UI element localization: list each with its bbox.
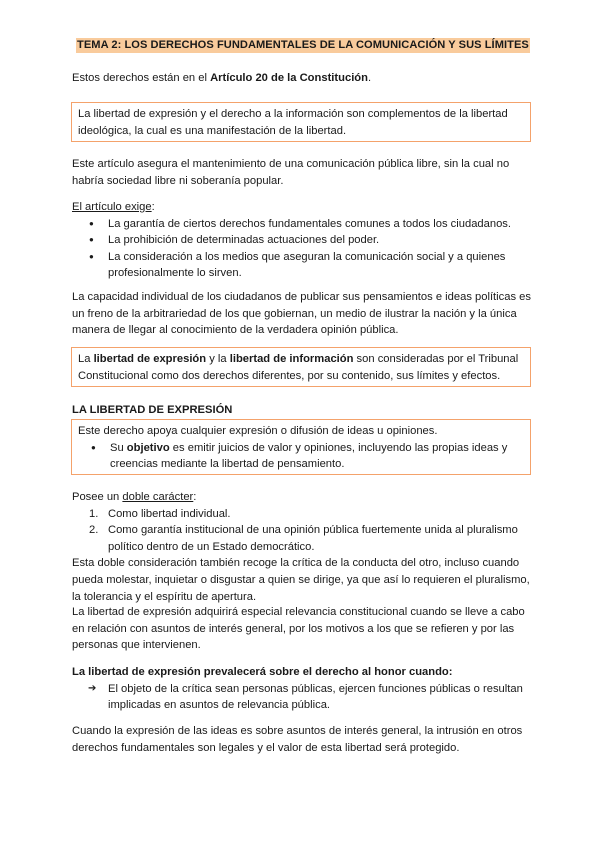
- caracter-list: [72, 506, 532, 556]
- box2-text-1: La: [78, 353, 94, 365]
- list-text: Como garantía institucional de una opinión pública fuertemente unida al pluralismo político dentro de un Estado democrático.: [108, 524, 518, 553]
- list-item: ● La garantía de ciertos derechos fundamentales comunes a todos los ciudadanos.: [72, 216, 532, 233]
- box3-item-bold: objetivo: [126, 441, 170, 454]
- box3-item-text-2: es emitir juicios de valor y opiniones, incluyendo las propias ideas y creencias mediante la libertad de pensamiento.: [110, 441, 508, 471]
- intro-text: Estos derechos están en el: [72, 72, 211, 84]
- intro-article: Artículo 20 de la Constitución: [210, 72, 368, 84]
- paragraph-4: La libertad de expresión adquirirá especial relevancia constitucional cuando se lleve a cabo en relación con asuntos de interés general, por los motivos a los que se refieren y por las personas que intervienen.: [72, 606, 525, 652]
- box2-bold-2: libertad de información: [229, 353, 354, 365]
- box3-item-text-1: Su: [110, 441, 127, 454]
- title-block: [76, 37, 530, 54]
- box3-list: [74, 440, 525, 473]
- highlight-box-3: [71, 419, 531, 475]
- caracter-block: [72, 489, 532, 605]
- exige-label: El artículo exige: [72, 201, 152, 213]
- box2-text-3: son consideradas por el Tribunal Constitucional como dos derechos diferentes, por su contenido, sus límites y efectos.: [78, 353, 519, 382]
- highlight-box-2: [71, 347, 531, 387]
- box2-text-2: y la: [206, 353, 230, 365]
- list-item: ● La consideración a los medios que aseguran la comunicación social y a quienes profesionalmente lo sirven.: [72, 249, 532, 282]
- list-text: Como libertad individual.: [108, 507, 231, 520]
- caracter-prefix: Posee un: [72, 491, 123, 503]
- exige-list: [72, 216, 532, 282]
- paragraph-5: Cuando la expresión de las ideas es sobre asuntos de interés general, la intrusión en otros derechos fundamentales son legales y el valor de esta libertad será protegido.: [72, 725, 523, 754]
- intro-suffix: .: [367, 72, 372, 84]
- paragraph-3: Esta doble consideración también recoge la crítica de la conducta del otro, incluso cuando pueda molestar, inquietar o disgustar a quien se dirige, ya que así lo requieren el pluralismo, la tolerancia y el espíritu de apertura.: [72, 557, 530, 603]
- list-item: ● La prohibición de determinadas actuaciones del poder.: [72, 232, 532, 249]
- list-item: [72, 506, 532, 523]
- exige-block: [72, 199, 532, 282]
- intro-paragraph: [72, 70, 532, 87]
- caracter-colon: :: [193, 491, 197, 503]
- list-item: ➔ El objeto de la crítica sean personas públicas, ejercen funciones públicas o resultan implicadas en asuntos de relevancia pública.: [72, 681, 532, 714]
- exige-heading: [72, 199, 532, 216]
- list-item: [72, 522, 532, 555]
- honor-block: [72, 664, 532, 714]
- box3-line: Este derecho apoya cualquier expresión o difusión de ideas u opiniones.: [78, 425, 438, 437]
- section-heading: LA LIBERTAD DE EXPRESIÓN: [72, 404, 233, 416]
- list-number: 2.: [89, 524, 99, 537]
- caracter-label: doble carácter: [122, 491, 194, 503]
- document-title: TEMA 2: LOS DERECHOS FUNDAMENTALES DE LA COMUNICACIÓN Y SUS LÍMITES: [77, 39, 529, 51]
- box1-text: La libertad de expresión y el derecho a la información son complementos de la libertad ideológica, la cual es una manifestación de la libertad.: [78, 108, 508, 137]
- honor-list: [72, 681, 532, 714]
- highlight-box-1: [71, 102, 531, 142]
- caracter-heading: [72, 489, 532, 506]
- list-item: [74, 440, 525, 473]
- exige-colon: :: [151, 201, 155, 213]
- honor-heading: La libertad de expresión prevalecerá sobre el derecho al honor cuando:: [72, 666, 453, 678]
- box2-bold-1: libertad de expresión: [93, 353, 207, 365]
- list-number: 1.: [89, 507, 99, 520]
- paragraph-1: Este artículo asegura el mantenimiento de una comunicación pública libre, sin la cual no habría sociedad libre ni soberanía popular.: [72, 158, 510, 187]
- paragraph-2: La capacidad individual de los ciudadanos de publicar sus pensamientos e ideas políticas es un freno de la arbitrariedad de los que gobiernan, un medio de ilustrar la nación y la única manera de llegar al conocimiento de la verdadera opinión pública.: [72, 291, 531, 337]
